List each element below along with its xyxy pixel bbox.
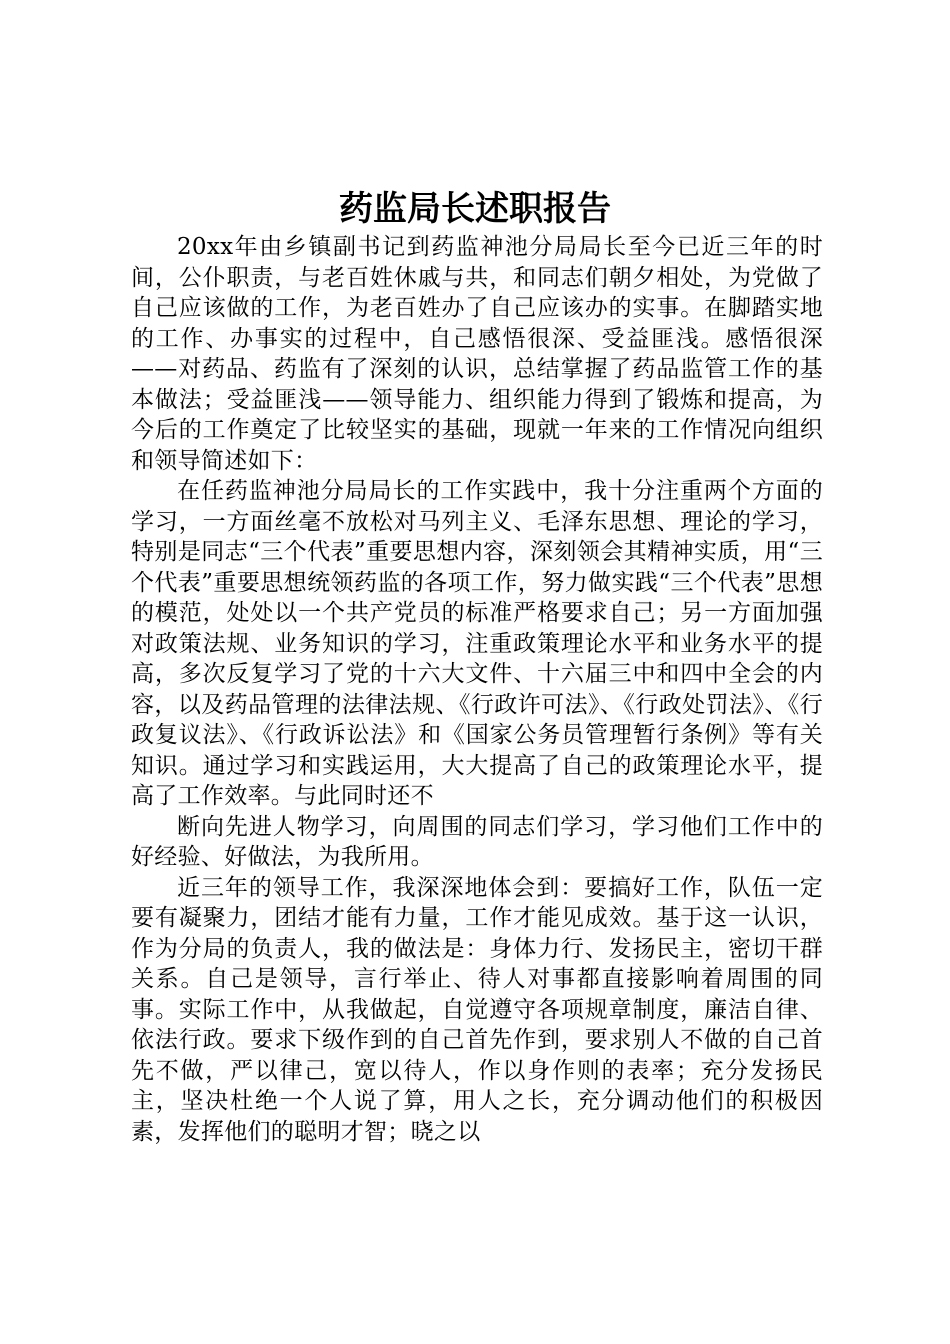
- document-body: [131, 232, 823, 1147]
- paragraph-1: 20xx年由乡镇副书记到药监神池分局局长至今已近三年的时间，公仆职责，与老百姓休戚与共，和同志们朝夕相处，为党做了自己应该做的工作，为老百姓办了自己应该办的实事。在脚踏实地的工作、办事实的过程中，自己感悟很深、受益匪浅。感悟很深——对药品、药监有了深刻的认识，总结掌握了药品监管工作的基本做法；受益匪浅——领导能力、组织能力得到了锻炼和提高，为今后的工作奠定了比较坚实的基础，现就一年来的工作情况向组织和领导简述如下：: [131, 234, 823, 474]
- document-title: 药监局长述职报告: [339, 189, 611, 229]
- paragraph-3: 断向先进人物学习，向周围的同志们学习，学习他们工作中的好经验、好做法，为我所用。: [131, 813, 823, 870]
- paragraph-2: 在任药监神池分局局长的工作实践中，我十分注重两个方面的学习，一方面丝毫不放松对马列主义、毛泽东思想、理论的学习，特别是同志“三个代表”重要思想内容，深刻领会其精神实质，用“三个代表”重要思想统领药监的各项工作，努力做实践“三个代表”思想的模范，处处以一个共产党员的标准严格要求自己；另一方面加强对政策法规、业务知识的学习，注重政策理论水平和业务水平的提高，多次反复学习了党的十六大文件、十六届三中和四中全会的内容，以及药品管理的法律法规、《行政许可法》、《行政处罚法》、《行政复议法》、《行政诉讼法》和《国家公务员管理暂行条例》等有关知识。通过学习和实践运用，大大提高了自己的政策理论水平，提高了工作效率。与此同时还不: [131, 478, 823, 809]
- paragraph-4: 近三年的领导工作，我深深地体会到：要搞好工作，队伍一定要有凝聚力，团结才能有力量，工作才能见成效。基于这一认识，作为分局的负责人，我的做法是：身体力行、发扬民主，密切干群关系。自己是领导，言行举止、待人对事都直接影响着周围的同事。实际工作中，从我做起，自觉遵守各项规章制度，廉洁自律、依法行政。要求下级作到的自己首先作到，要求别人不做的自己首先不做，严以律己，宽以待人，作以身作则的表率；充分发扬民主，坚决杜绝一个人说了算，用人之长，充分调动他们的积极因素，发挥他们的聪明才智；晓之以: [131, 874, 823, 1145]
